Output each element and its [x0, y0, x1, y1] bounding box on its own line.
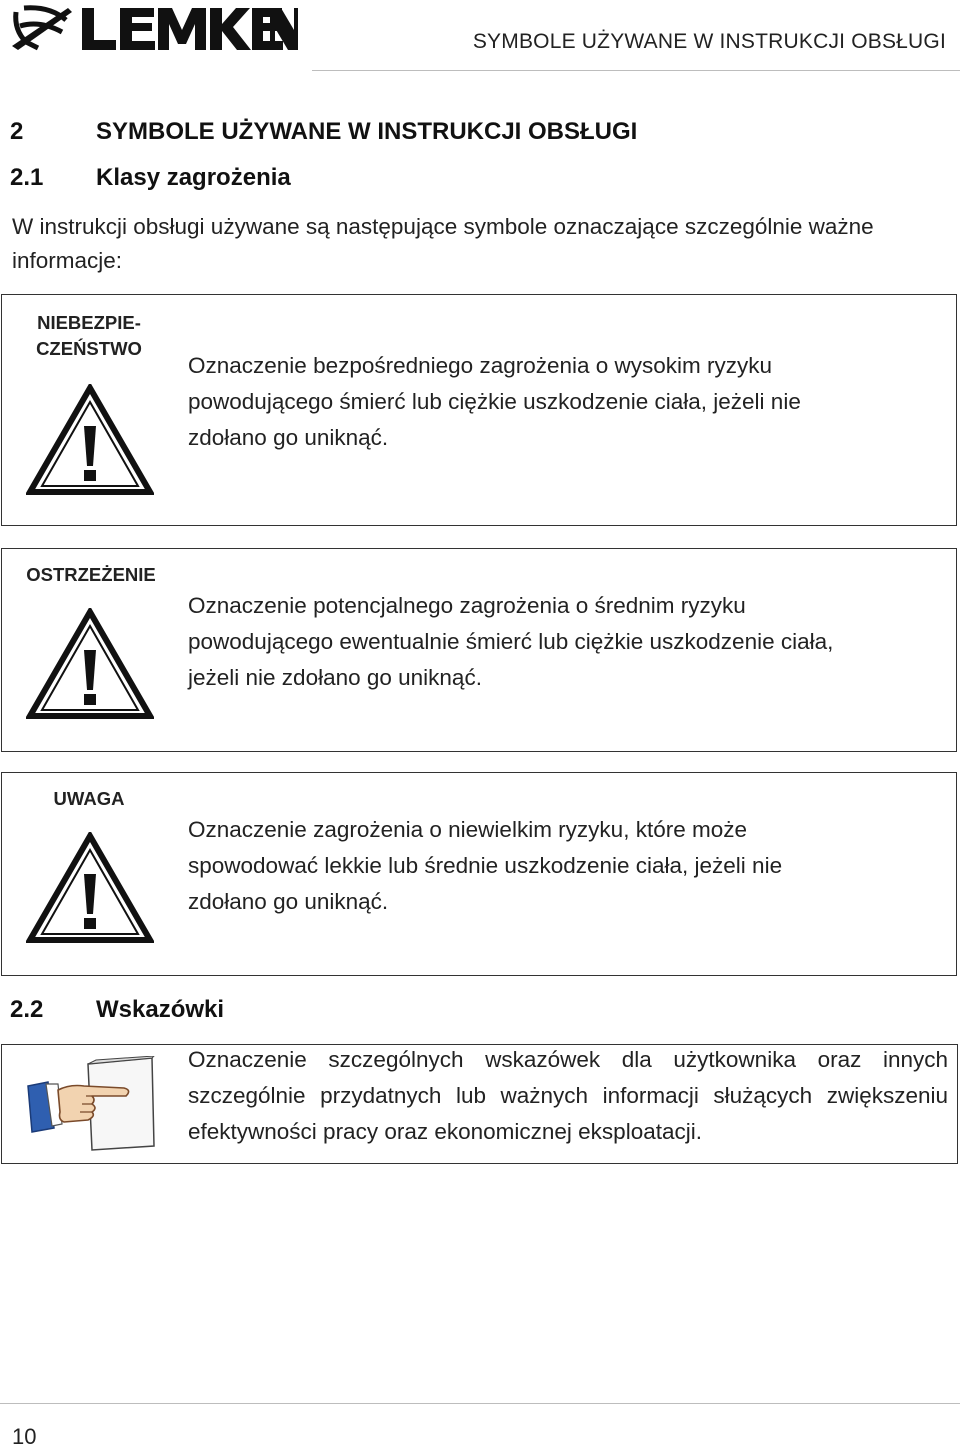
- hazard-label-line: CZEŃSTWO: [36, 338, 142, 359]
- hazard-text-line: Oznaczenie zagrożenia o niewielkim ryzyku, które może: [188, 817, 747, 842]
- hazard-label-caution: UWAGA: [53, 788, 125, 809]
- hazard-label-danger: [14, 310, 164, 362]
- lemken-logo: [10, 2, 300, 54]
- hazard-label-warning: OSTRZEŻENIE: [26, 564, 156, 585]
- warning-triangle-icon: [26, 384, 154, 496]
- hazard-label-line: NIEBEZPIE-: [37, 312, 141, 333]
- header-title: SYMBOLE UŻYWANE W INSTRUKCJI OBSŁUGI: [472, 30, 946, 53]
- hazard-text-line: Oznaczenie bezpośredniego zagrożenia o wysokim ryzyku: [188, 353, 773, 378]
- warning-triangle-icon: [26, 832, 154, 944]
- hazard-text-caution: [188, 812, 782, 920]
- hazard-text-line: powodującego ewentualnie śmierć lub ciężkie uszkodzenie ciała,: [188, 629, 834, 654]
- hazard-text-line: Oznaczenie potencjalnego zagrożenia o średnim ryzyku: [188, 593, 746, 618]
- hazard-text-line: spowodować lekkie lub średnie uszkodzenie ciała, jeżeli nie: [188, 853, 783, 878]
- subsection-number: 2.1: [10, 164, 44, 191]
- footer-divider: [0, 1403, 960, 1404]
- intro-paragraph: W instrukcji obsługi używane są następujące symbole oznaczające szczególnie ważne informacje:: [12, 214, 874, 273]
- header-divider: [312, 70, 960, 71]
- logo-text: LEMKEN: [10, 2, 15, 3]
- warning-triangle-icon: [26, 608, 154, 720]
- hazard-text-line: zdołano go uniknąć.: [188, 889, 389, 914]
- hazard-text-line: zdołano go uniknąć.: [188, 425, 389, 450]
- subsection-title: Klasy zagrożenia: [96, 164, 291, 191]
- section-title: SYMBOLE UŻYWANE W INSTRUKCJI OBSŁUGI: [96, 118, 638, 145]
- hazard-text-line: powodującego śmierć lub ciężkie uszkodzenie ciała, jeżeli nie: [188, 389, 801, 414]
- hint-text: Oznaczenie szczególnych wskazówek dla użytkownika oraz innych szczególnie przydatnych lub ważnych informacji służących zwiększeniu efektywności pracy oraz ekonomicznej eksploatacji.: [188, 1047, 948, 1144]
- subsection-heading-hazard-classes: [10, 164, 291, 192]
- subsection-heading-hints: [10, 996, 224, 1024]
- hazard-text-warning: [188, 588, 833, 696]
- hazard-text-danger: [188, 348, 801, 456]
- pointing-hand-icon: [26, 1056, 158, 1152]
- page-number: 10: [12, 1424, 37, 1449]
- page-header: [0, 0, 960, 72]
- subsection-number: 2.2: [10, 996, 44, 1023]
- subsection-title: Wskazówki: [96, 996, 225, 1023]
- section-number: 2: [10, 118, 24, 145]
- section-heading: [10, 118, 637, 146]
- hazard-text-line: jeżeli nie zdołano go uniknąć.: [188, 665, 482, 690]
